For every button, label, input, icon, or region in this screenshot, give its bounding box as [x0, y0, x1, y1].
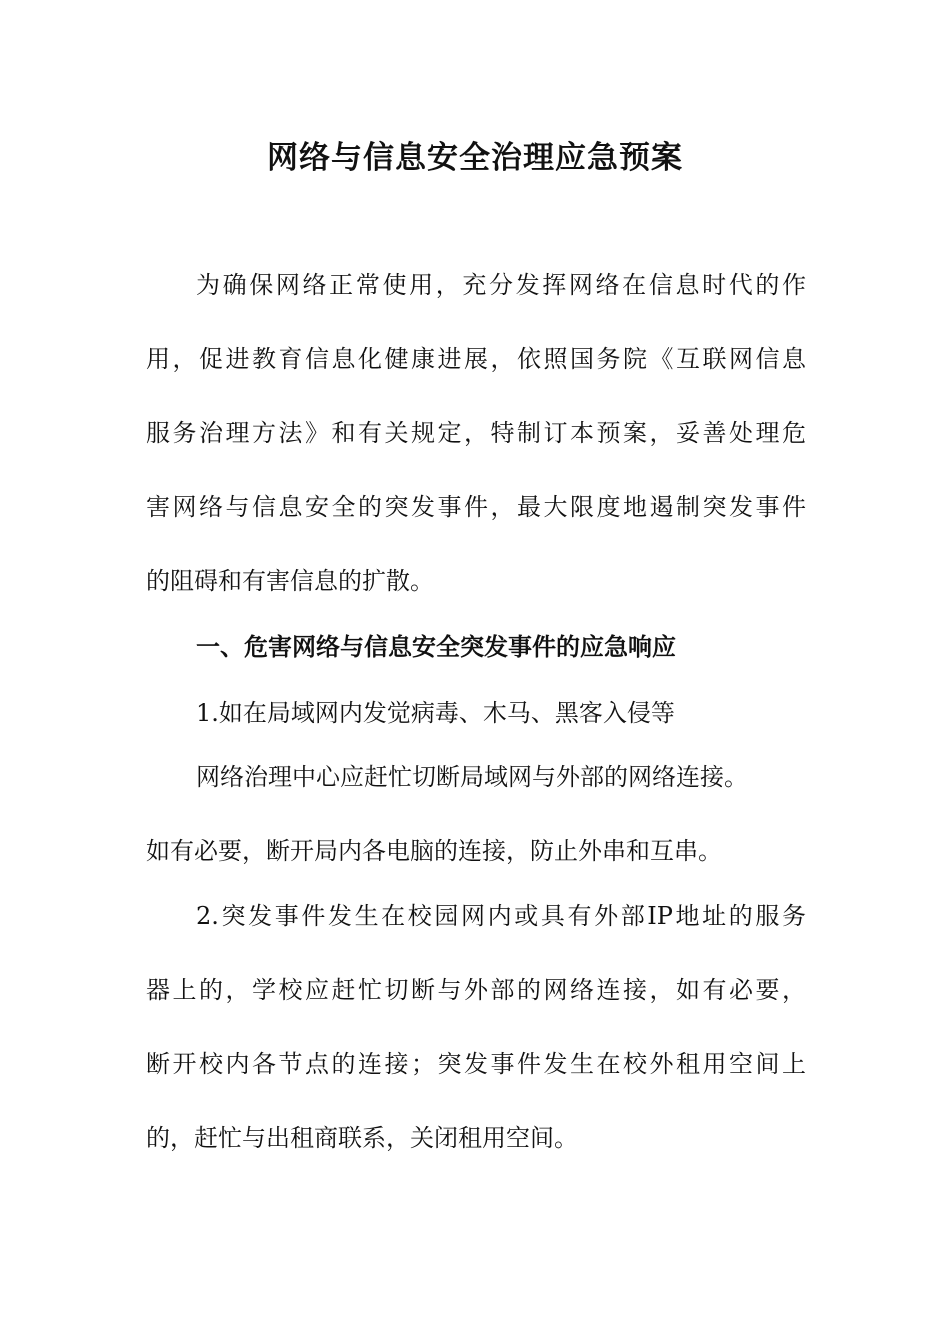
document-title: 网络与信息安全治理应急预案 [267, 140, 683, 176]
paragraph-line: 的，赶忙与出租商联系，关闭租用空间。 [146, 1124, 578, 1152]
paragraph-line: 如有必要，断开局内各电脑的连接，防止外串和互串。 [146, 837, 722, 865]
paragraph-line: 的阻碍和有害信息的扩散。 [146, 567, 434, 595]
section-heading: 一、危害网络与信息安全突发事件的应急响应 [196, 632, 676, 661]
paragraph-line: 为确保网络正常使用，充分发挥网络在信息时代的作 [196, 271, 806, 299]
paragraph-line: 网络治理中心应赶忙切断局域网与外部的网络连接。 [196, 763, 748, 791]
paragraph-line: 断开校内各节点的连接；突发事件发生在校外租用空间上 [146, 1050, 806, 1078]
paragraph-line: 服务治理方法》和有关规定，特制订本预案，妥善处理危 [146, 419, 806, 447]
paragraph-line: 器上的，学校应赶忙切断与外部的网络连接，如有必要， [146, 976, 806, 1004]
paragraph-line: 害网络与信息安全的突发事件，最大限度地遏制突发事件 [146, 493, 806, 521]
list-item-heading: 1.如在局域网内发觉病毒、木马、黑客入侵等 [196, 699, 675, 727]
paragraph-line: 2.突发事件发生在校园网内或具有外部IP地址的服务 [196, 902, 806, 930]
paragraph-line: 用，促进教育信息化健康进展，依照国务院《互联网信息 [146, 345, 806, 373]
